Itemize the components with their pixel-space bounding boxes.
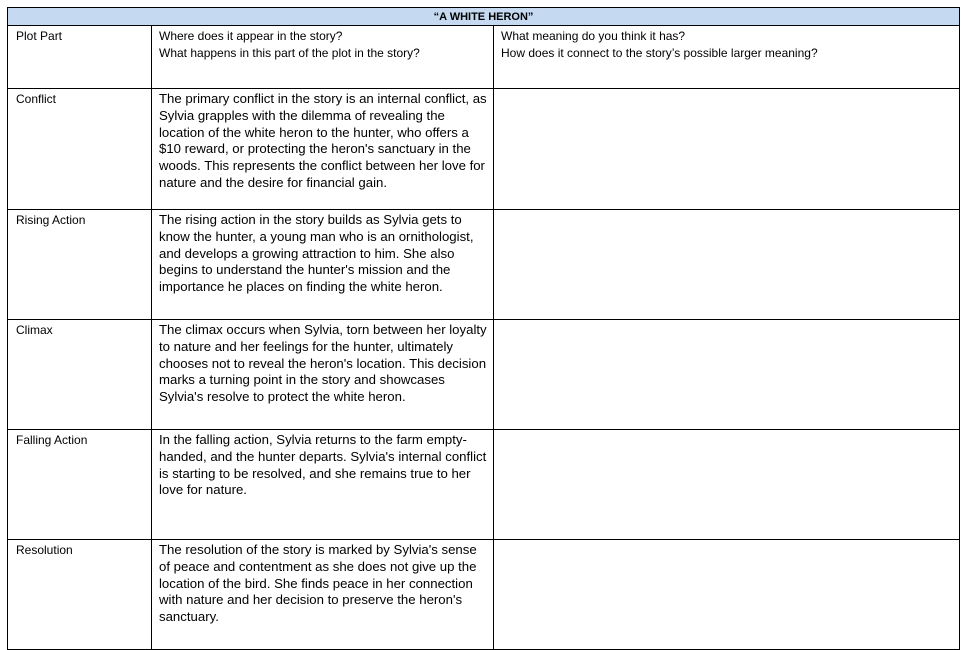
meaning-cell[interactable] bbox=[494, 320, 960, 430]
meaning-cell[interactable] bbox=[494, 540, 960, 650]
description-cell bbox=[152, 430, 494, 540]
plot-part-label: Conflict bbox=[16, 92, 57, 106]
description-text: In the falling action, Sylvia returns to the farm empty-handed, and the hunter departs. Sylvia's internal conflict is starting to be resolved, and she remains true to her love for nature. bbox=[159, 432, 487, 498]
plot-part-label: Resolution bbox=[16, 543, 73, 557]
plot-table bbox=[7, 7, 960, 650]
plot-part-cell bbox=[8, 540, 152, 650]
table-row-climax bbox=[8, 320, 960, 430]
table-title-cell bbox=[8, 8, 960, 26]
header-meaning bbox=[494, 26, 960, 89]
header-where bbox=[152, 26, 494, 89]
header-where-line1: Where does it appear in the story? bbox=[159, 29, 343, 43]
header-meaning-line2: How does it connect to the story’s possible larger meaning? bbox=[501, 46, 818, 60]
table-row-conflict bbox=[8, 89, 960, 210]
header-plot-part-label: Plot Part bbox=[16, 29, 63, 43]
table-title: “A WHITE HERON” bbox=[433, 11, 534, 23]
description-text: The climax occurs when Sylvia, torn between her loyalty to nature and her feelings for the hunter, ultimately chooses not to reveal the heron's location. This decision marks a turning point in the story and showcases Sylvia's resolve to protect the white heron. bbox=[159, 322, 487, 405]
plot-part-cell bbox=[8, 89, 152, 210]
description-cell bbox=[152, 320, 494, 430]
table-row-rising-action bbox=[8, 210, 960, 320]
description-cell bbox=[152, 89, 494, 210]
header-plot-part bbox=[8, 26, 152, 89]
meaning-cell[interactable] bbox=[494, 89, 960, 210]
plot-part-label: Rising Action bbox=[16, 213, 86, 227]
meaning-cell[interactable] bbox=[494, 430, 960, 540]
description-text: The primary conflict in the story is an internal conflict, as Sylvia grapples with the dilemma of revealing the location of the white heron to the hunter, who offers a $10 reward, or protecting the heron's sanctuary in the woods. This represents the conflict between her love for nature and the desire for financial gain. bbox=[159, 91, 487, 190]
header-row bbox=[8, 26, 960, 89]
plot-part-cell bbox=[8, 430, 152, 540]
title-row bbox=[8, 8, 960, 26]
plot-part-cell bbox=[8, 320, 152, 430]
table-row-falling-action bbox=[8, 430, 960, 540]
plot-part-label: Falling Action bbox=[16, 433, 88, 447]
header-meaning-line1: What meaning do you think it has? bbox=[501, 29, 686, 43]
description-text: The resolution of the story is marked by Sylvia's sense of peace and contentment as she does not give up the location of the bird. She finds peace in her connection with nature and her decision to preserve the heron's sanctuary. bbox=[159, 542, 477, 625]
description-cell bbox=[152, 540, 494, 650]
header-where-line2: What happens in this part of the plot in the story? bbox=[159, 46, 420, 60]
meaning-cell[interactable] bbox=[494, 210, 960, 320]
description-text: The rising action in the story builds as Sylvia gets to know the hunter, a young man who is an ornithologist, and develops a growing attraction to him. She also begins to understand the hunter's mission and the importance he places on finding the white heron. bbox=[159, 212, 474, 295]
table-row-resolution bbox=[8, 540, 960, 650]
plot-part-label: Climax bbox=[16, 323, 53, 337]
plot-part-cell bbox=[8, 210, 152, 320]
description-cell bbox=[152, 210, 494, 320]
worksheet bbox=[7, 7, 959, 639]
